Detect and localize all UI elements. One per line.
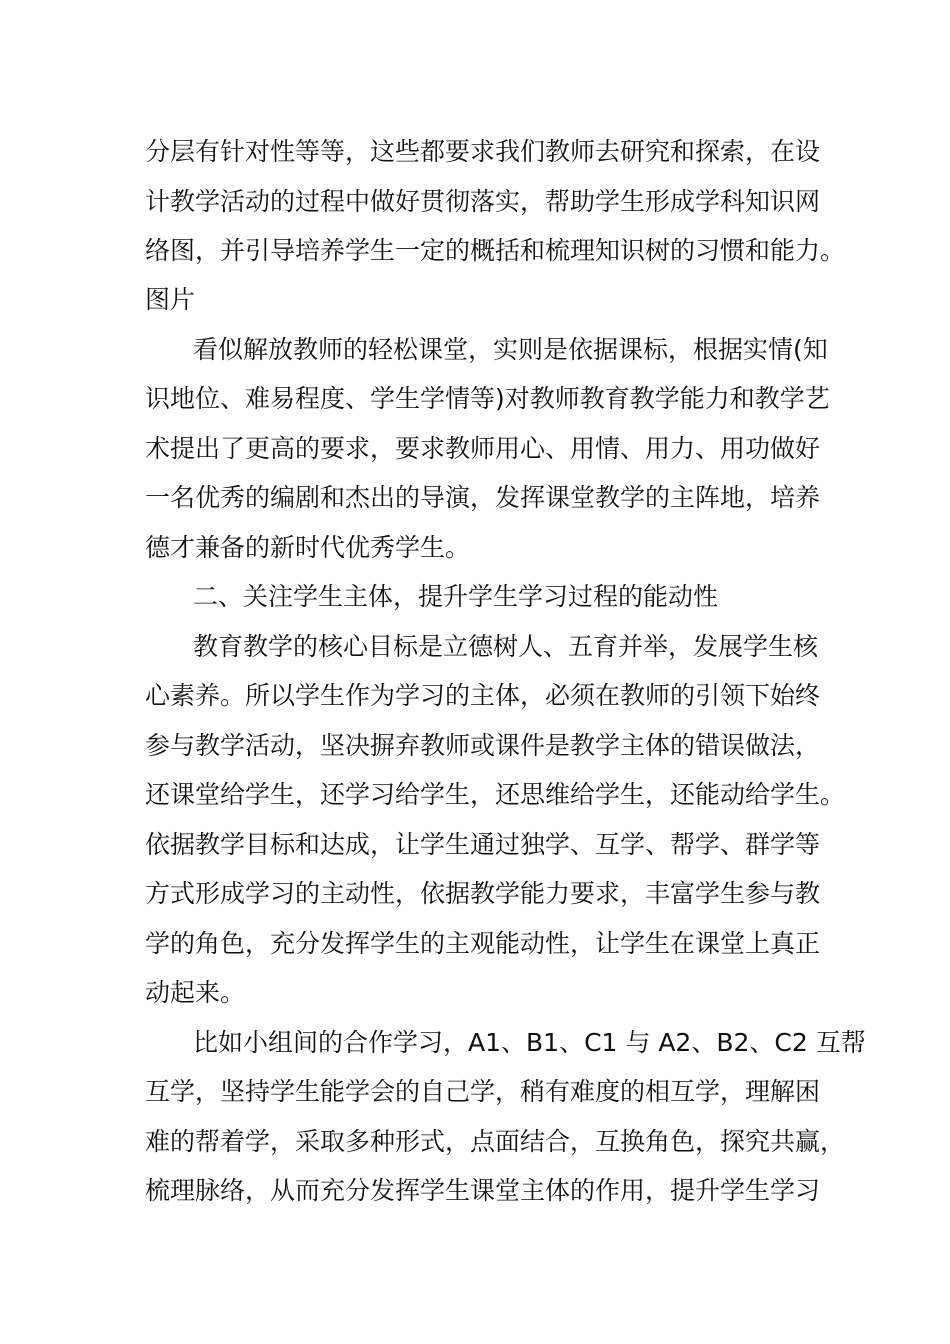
text-line: 心素养。所以学生作为学习的主体，必须在教师的引领下始终 bbox=[145, 681, 821, 710]
text-line: 学的角色，充分发挥学生的主观能动性，让学生在课堂上真正 bbox=[145, 929, 821, 958]
image-placeholder-label: 图片 bbox=[145, 285, 196, 314]
text-line: 梳理脉络，从而充分发挥学生课堂主体的作用，提升学生学习 bbox=[145, 1176, 821, 1205]
text-line: 识地位、难易程度、学生学情等)对教师教育教学能力和教学艺 bbox=[145, 384, 830, 413]
paragraph-start: 比如小组间的合作学习，A1、B1、C1 与 A2、B2、C2 互帮 bbox=[193, 1028, 866, 1057]
paragraph-start: 教育教学的核心目标是立德树人、五育并举，发展学生核 bbox=[193, 632, 819, 661]
text-line: 德才兼备的新时代优秀学生。 bbox=[145, 533, 471, 562]
text-line: 络图，并引导培养学生一定的概括和梳理知识树的习惯和能力。 bbox=[145, 236, 846, 265]
text-line: 方式形成学习的主动性，依据教学能力要求，丰富学生参与教 bbox=[145, 879, 821, 908]
text-line: 依据教学目标和达成，让学生通过独学、互学、帮学、群学等 bbox=[145, 830, 821, 859]
text-line: 计教学活动的过程中做好贯彻落实，帮助学生形成学科知识网 bbox=[145, 187, 821, 216]
text-line: 难的帮着学，采取多种形式，点面结合，互换角色，探究共赢， bbox=[145, 1127, 846, 1156]
text-line: 分层有针对性等等，这些都要求我们教师去研究和探索，在设 bbox=[145, 137, 821, 166]
paragraph-start: 看似解放教师的轻松课堂，实则是依据课标，根据实情(知 bbox=[193, 335, 828, 364]
text-line: 一名优秀的编剧和杰出的导演，发挥课堂教学的主阵地，培养 bbox=[145, 483, 821, 512]
section-heading: 二、关注学生主体，提升学生学习过程的能动性 bbox=[193, 582, 719, 611]
text-line: 动起来。 bbox=[145, 978, 246, 1007]
text-line: 互学，坚持学生能学会的自己学，稍有难度的相互学，理解困 bbox=[145, 1077, 821, 1106]
text-line: 还课堂给学生，还学习给学生，还思维给学生，还能动给学生。 bbox=[145, 780, 846, 809]
text-line: 术提出了更高的要求，要求教师用心、用情、用力、用功做好 bbox=[145, 434, 821, 463]
text-line: 参与教学活动，坚决摒弃教师或课件是教学主体的错误做法， bbox=[145, 731, 821, 760]
